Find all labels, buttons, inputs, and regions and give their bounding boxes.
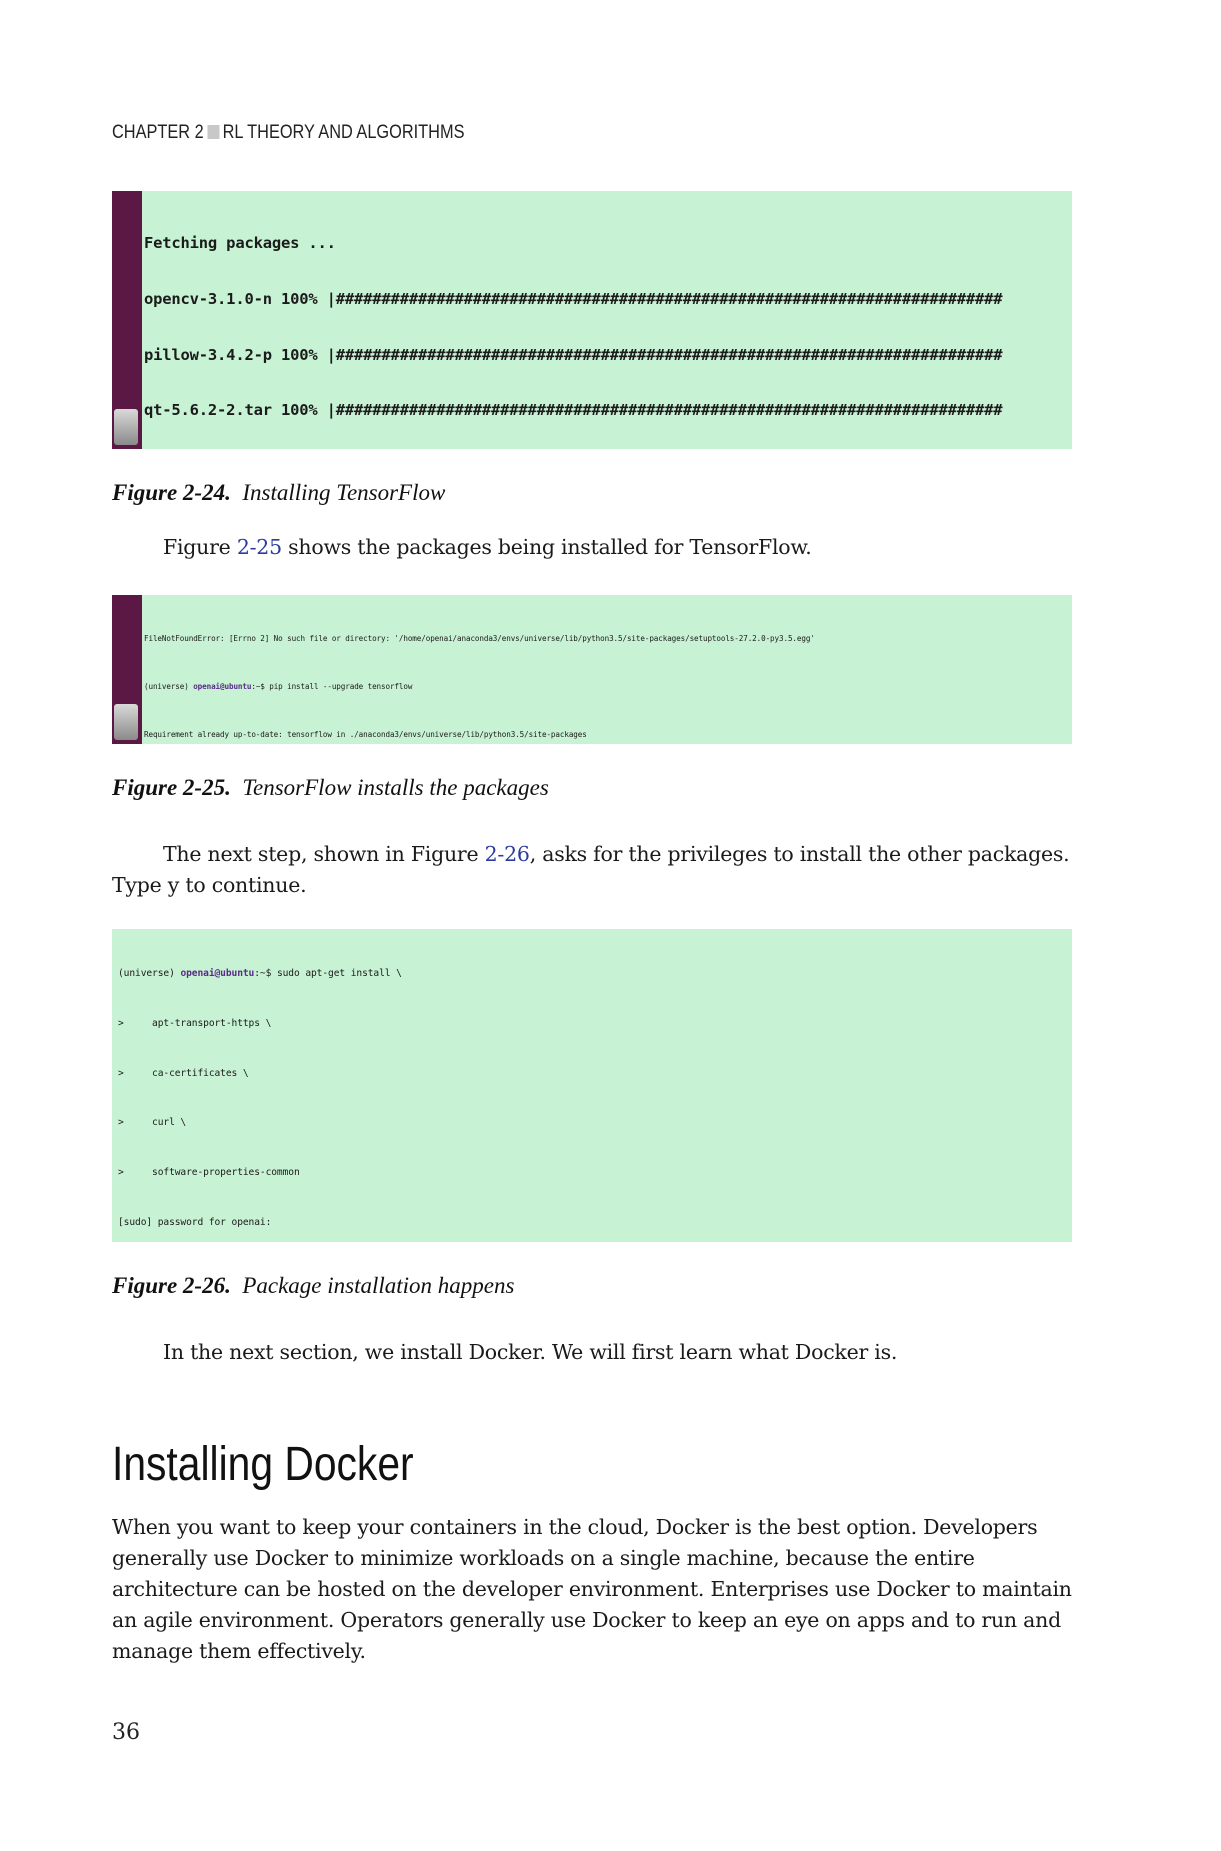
terminal-output <box>118 930 1072 1242</box>
prompt-env: (universe) <box>144 682 194 692</box>
ubuntu-launcher-strip <box>112 595 142 744</box>
figure-2-25-caption <box>112 775 549 801</box>
terminal-line: > software-properties-common <box>118 1167 300 1179</box>
paragraph-figure-2-25-intro <box>112 532 1072 563</box>
section-heading: Installing Docker <box>112 1438 414 1491</box>
chapter-label: CHAPTER 2 <box>112 122 204 143</box>
ubuntu-launcher-strip <box>112 191 142 449</box>
terminal-prompt-line <box>118 968 1072 980</box>
caption-text: Package installation happens <box>242 1273 515 1298</box>
figure-2-26-link[interactable]: 2-26 <box>484 842 530 866</box>
terminal-prompt-line <box>144 682 1072 692</box>
paragraph-figure-2-26-intro <box>112 839 1072 901</box>
prompt-command: :~$ sudo apt-get install \ <box>254 968 402 979</box>
terminal-line: FileNotFoundError: [Errno 2] No such file or directory: '/home/openai/anaconda3/envs/universe/lib/python3.5/site-packages/setuptools-27.2.0-py3.5.egg' <box>144 634 815 643</box>
caption-number: Figure 2-24. <box>112 480 231 505</box>
terminal-output <box>144 197 1072 449</box>
paragraph-docker-intro: In the next section, we install Docker. We will first learn what Docker is. <box>163 1340 898 1364</box>
chapter-title: RL THEORY AND ALGORITHMS <box>222 122 465 143</box>
prompt-user: openai@ubuntu <box>193 682 252 692</box>
terminal-line: pillow-3.4.2-p 100% |######################################################################### <box>144 346 1003 364</box>
figure-2-24-terminal-screenshot <box>112 191 1072 449</box>
running-head <box>112 122 464 144</box>
terminal-output <box>144 596 1072 744</box>
caption-text: TensorFlow installs the packages <box>242 775 549 800</box>
prompt-user: openai@ubuntu <box>180 968 255 979</box>
caption-number: Figure 2-26. <box>112 1273 231 1298</box>
terminal-line: opencv-3.1.0-n 100% |######################################################################### <box>144 290 1003 308</box>
page-number: 36 <box>112 1720 140 1745</box>
launcher-icon <box>114 704 138 740</box>
caption-text: Installing TensorFlow <box>242 480 446 505</box>
terminal-line: Fetching packages ... <box>144 235 336 252</box>
text: shows the packages being installed for TensorFlow. <box>281 535 812 559</box>
terminal-line: > curl \ <box>118 1117 187 1129</box>
figure-2-26-caption <box>112 1273 514 1299</box>
launcher-icon <box>114 409 138 445</box>
terminal-line: Requirement already up-to-date: tensorflow in ./anaconda3/envs/universe/lib/python3.5/site-packages <box>144 730 587 740</box>
text: The next step, shown in Figure <box>163 842 485 866</box>
prompt-env: (universe) <box>118 968 181 979</box>
prompt-command: :~$ pip install --upgrade tensorflow <box>251 682 413 692</box>
paragraph-docker-body: When you want to keep your containers in the cloud, Docker is the best option. Developers generally use Docker to minimize workloads on a single machine, because the entire architecture can be hosted on the developer environment. Enterprises use Docker to maintain an agile environment. Operators generally use Docker to keep an eye on apps and to run and manage them effectively. <box>112 1515 1072 1663</box>
terminal-line: [sudo] password for openai: <box>118 1216 272 1228</box>
terminal-line: qt-5.6.2-2.tar 100% |######################################################################### <box>144 402 1003 420</box>
terminal-line: > ca-certificates \ <box>118 1067 249 1079</box>
text: Figure <box>163 535 237 559</box>
figure-2-26-terminal-screenshot <box>112 929 1072 1242</box>
separator-square-icon <box>207 125 219 139</box>
figure-2-25-terminal-screenshot <box>112 595 1072 744</box>
text: , asks for the privileges to install the other packages. Type y to continue. <box>112 842 1070 897</box>
caption-number: Figure 2-25. <box>112 775 231 800</box>
terminal-line: > apt-transport-https \ <box>118 1017 272 1029</box>
figure-2-24-caption <box>112 480 445 506</box>
figure-2-25-link[interactable]: 2-25 <box>236 535 282 559</box>
